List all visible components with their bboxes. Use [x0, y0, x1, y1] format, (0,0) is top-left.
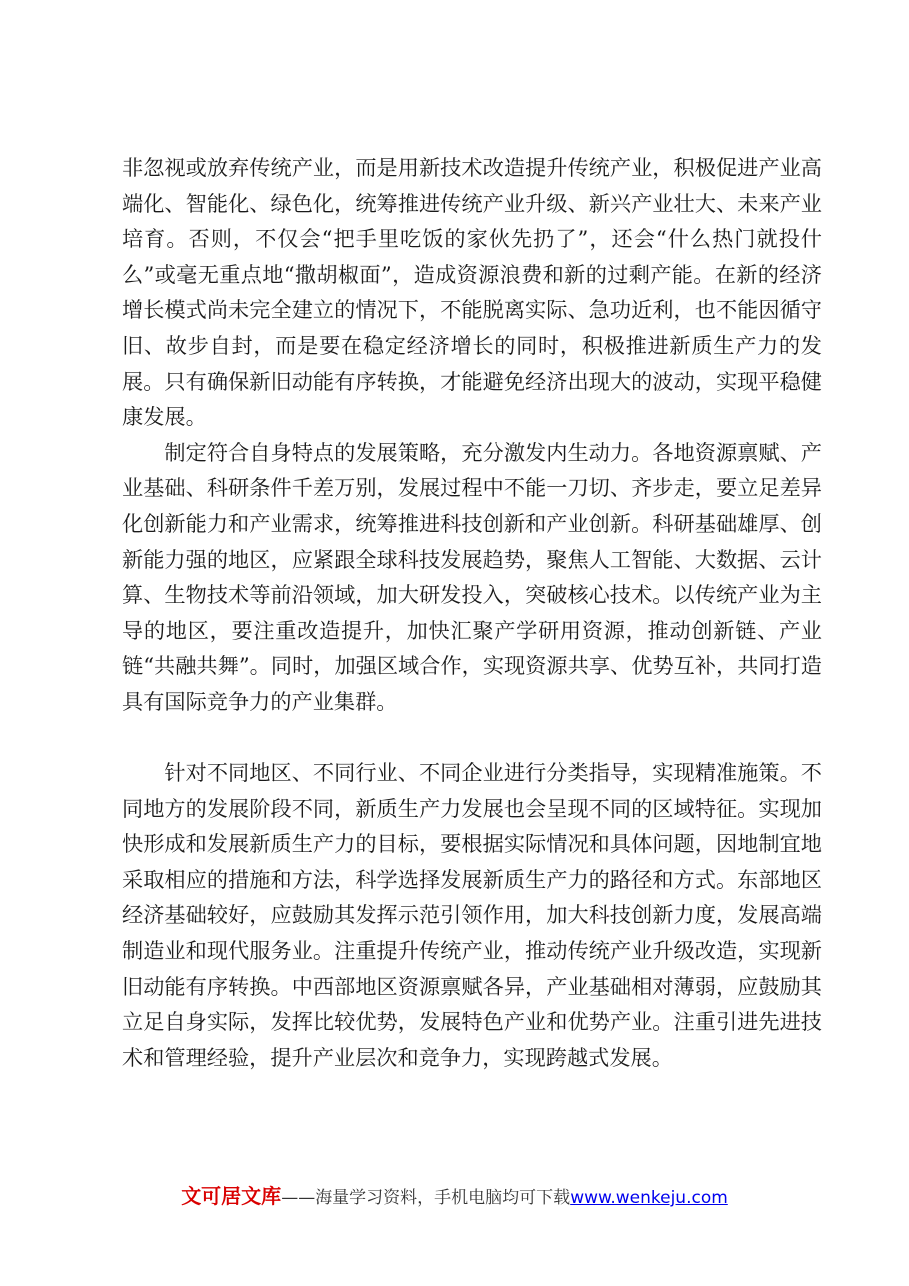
footer-banner: [0, 1182, 909, 1212]
footer-tagline: ——海量学习资料，手机电脑均可下载: [281, 1188, 571, 1208]
body-text: [122, 150, 822, 1075]
paragraph: 非忽视或放弃传统产业，而是用新技术改造提升传统产业，积极促进产业高端化、智能化、绿色化，统筹推进传统产业升级、新兴产业壮大、未来产业培育。否则，不仅会“把手里吃饭的家伙先扔了”，还会“什么热门就投什么”或毫无重点地“撒胡椒面”，造成资源浪费和新的过剩产能。在新的经济增长模式尚未完全建立的情况下，不能脱离实际、急功近利，也不能因循守旧、故步自封，而是要在稳定经济增长的同时，积极推进新质生产力的发展。只有确保新旧动能有序转换，才能避免经济出现大的波动，实现平稳健康发展。: [122, 155, 822, 430]
paragraph: 针对不同地区、不同行业、不同企业进行分类指导，实现精准施策。不同地方的发展阶段不同，新质生产力发展也会呈现不同的区域特征。实现加快形成和发展新质生产力的目标，要根据实际情况和具体问题，因地制宜地采取相应的措施和方法，科学选择发展新质生产力的路径和方式。东部地区经济基础较好，应鼓励其发挥示范引领作用，加大科技创新力度，发展高端制造业和现代服务业。注重提升传统产业，推动传统产业升级改造，实现新旧动能有序转换。中西部地区资源禀赋各异，产业基础相对薄弱，应鼓励其立足自身实际，发挥比较优势，发展特色产业和优势产业。注重引进先进技术和管理经验，提升产业层次和竞争力，实现跨越式发展。: [122, 760, 822, 1070]
paragraph: 制定符合自身特点的发展策略，充分激发内生动力。各地资源禀赋、产业基础、科研条件千差万别，发展过程中不能一刀切、齐步走，要立足差异化创新能力和产业需求，统筹推进科技创新和产业创新。科研基础雄厚、创新能力强的地区，应紧跟全球科技发展趋势，聚焦人工智能、大数据、云计算、生物技术等前沿领域，加大研发投入，突破核心技术。以传统产业为主导的地区，要注重改造提升，加快汇聚产学研用资源，推动创新链、产业链“共融共舞”。同时，加强区域合作，实现资源共享、优势互补，共同打造具有国际竞争力的产业集群。: [122, 439, 822, 714]
site-link[interactable]: www.wenkeju.com: [570, 1188, 728, 1208]
brand-name: 文可居文库: [181, 1184, 282, 1208]
